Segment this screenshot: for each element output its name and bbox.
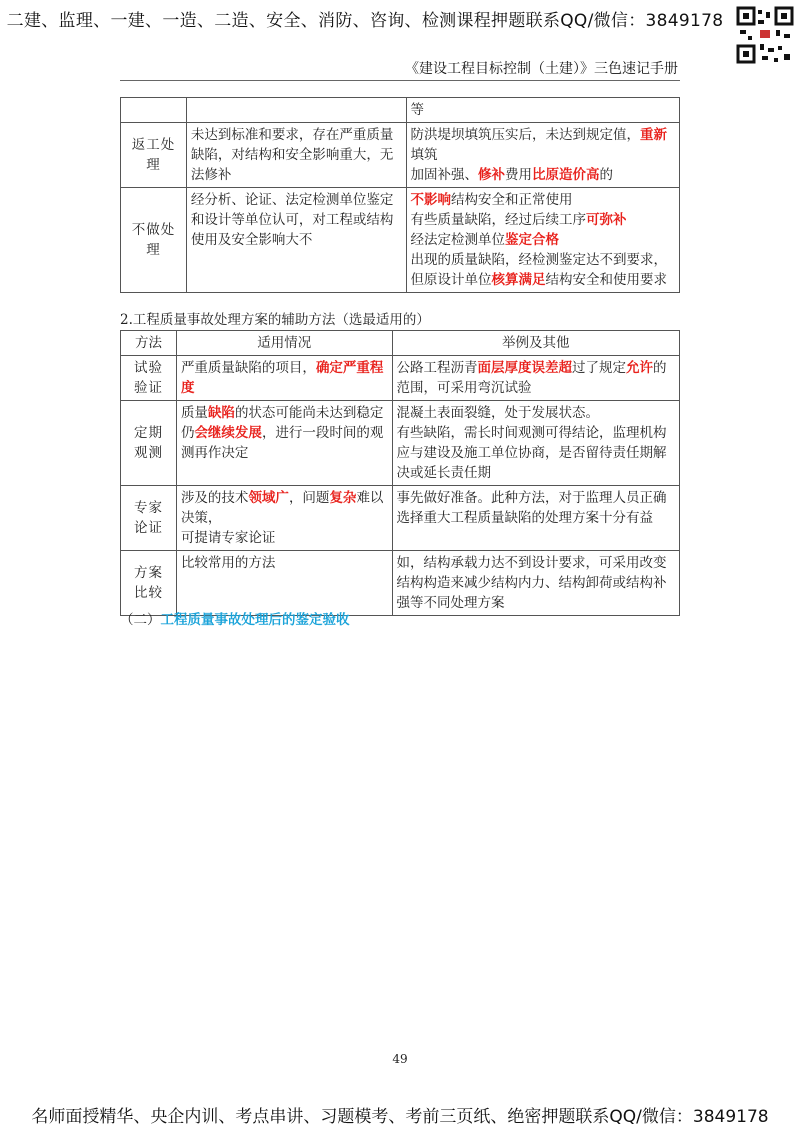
condition-text: 涉及的技术 [180,490,249,506]
example-cell [406,188,680,293]
condition-cell [176,401,392,486]
highlight-text: 鉴定合格 [505,232,559,248]
highlight-text: 领域广 [248,490,289,506]
column-header-condition: 适用情况 [176,331,392,356]
top-banner: 二建、监理、一建、一造、二造、安全、消防、咨询、检测课程押题联系QQ/微信：3849178 [6,11,724,31]
table-row [121,401,680,486]
example-line [411,190,676,210]
section-title: 工程质量事故处理后的鉴定验收 [160,612,350,628]
highlight-text: 确定严重程度 [180,360,384,396]
method-label: 试验验证 [121,356,177,401]
table-row [121,98,680,123]
header-divider [120,80,680,81]
method-label-rework: 返工处理 [121,123,187,188]
column-header-example: 举例及其他 [392,331,679,356]
example-text: 结构安全和使用要求 [545,272,667,288]
condition-text: 难以决策， [180,490,384,526]
example-text: 加固补强、 [410,167,478,183]
section-prefix: （二） [120,612,161,628]
example-cell [392,356,679,401]
condition-line: 可提请专家论证 [180,530,276,546]
condition-cell [176,356,392,401]
page-number: 49 [392,1052,408,1066]
highlight-text: 核算满足 [491,272,546,288]
table-row [121,188,680,293]
highlight-text: 允许 [626,360,654,376]
table-cell [121,98,187,123]
example-cell: 事先做好准备。此种方法，对于监理人员正确选择重大工程质量缺陷的处理方案十分有益 [392,486,679,551]
table-row [121,551,680,616]
section-heading-acceptance [120,608,350,628]
example-line [411,165,676,185]
highlight-text: 重新 [640,127,667,143]
example-text: 有些质量缺陷，经过后续工序 [410,212,586,228]
method-label: 定期观测 [121,401,177,486]
example-text: 公路工程沥青 [396,360,478,376]
example-line: 混凝土表面裂缝，处于发展状态。 [396,405,600,421]
section-heading-auxiliary-methods: 2.工程质量事故处理方案的辅助方法（选最适用的） [120,312,430,328]
example-cell: 如，结构承载力达不到设计要求，可采用改变结构构造来减少结构内力、结构卸荷或结构补强等不同处理方案 [392,551,679,616]
table-row [121,123,680,188]
method-label-no-treatment: 不做处理 [121,188,187,293]
example-line [411,230,676,250]
treatment-method-table [120,97,680,293]
condition-cell: 经分析、论证、法定检测单位鉴定和设计等单位认可，对工程或结构使用及安全影响大不 [186,188,406,293]
example-text: 出现的质量缺陷，经检测鉴定达不到要求，但原设计单位 [410,252,667,288]
example-text: 结构安全和正常使用 [451,192,573,208]
example-text: 填筑 [410,147,438,163]
highlight-text: 比原造价高 [532,167,600,183]
highlight-text: 缺陷 [207,405,235,421]
method-label: 专家论证 [121,486,177,551]
example-line [411,250,676,290]
condition-line [181,488,388,528]
example-text: 的范围，可采用弯沉试验 [396,360,667,396]
condition-text: 质量 [180,405,208,421]
condition-text: 的状态可能尚未达到稳定仍 [180,405,384,441]
highlight-text: 修补 [478,167,505,183]
condition-cell: 未达到标准和要求，存在严重质量缺陷，对结构和安全影响重大，无法修补 [186,123,406,188]
highlight-text: 复杂 [329,490,357,506]
table-header-row [121,331,680,356]
condition-text: ，问题 [288,490,330,506]
method-label: 方案比较 [121,551,177,616]
highlight-text: 不影响 [410,192,451,208]
condition-text: ，进行一段时间的观测再作决定 [180,425,384,461]
condition-cell: 比较常用的方法 [176,551,392,616]
example-cell [406,123,680,188]
condition-text: 严重质量缺陷的项目， [180,360,316,376]
qr-code-icon [736,2,794,66]
condition-cell [176,486,392,551]
highlight-text: 可弥补 [586,212,627,228]
table-cell: 等 [406,98,680,123]
table-row [121,486,680,551]
example-line [411,210,676,230]
example-text: 经法定检测单位 [410,232,505,248]
column-header-method: 方法 [121,331,177,356]
example-text: 的 [599,167,613,183]
example-text: 过了规定 [572,360,627,376]
auxiliary-methods-table [120,330,680,616]
example-text: 费用 [505,167,532,183]
example-cell [392,401,679,486]
table-cell [186,98,406,123]
example-line: 有些缺陷，需长时间观测可得结论，监理机构应与建设及施工单位协商，是否留待责任期解决或延长责任期 [396,425,667,481]
table-row [121,356,680,401]
bottom-banner: 名师面授精华、央企内训、考点串讲、习题模考、考前三页纸、绝密押题联系QQ/微信：3849178 [31,1107,769,1127]
highlight-text: 会继续发展 [194,425,262,441]
document-title: 《建设工程目标控制（土建）》三色速记手册 [405,61,678,77]
highlight-text: 面层厚度误差超 [477,360,573,376]
example-text: 防洪堤坝填筑压实后，未达到规定值， [410,127,640,143]
